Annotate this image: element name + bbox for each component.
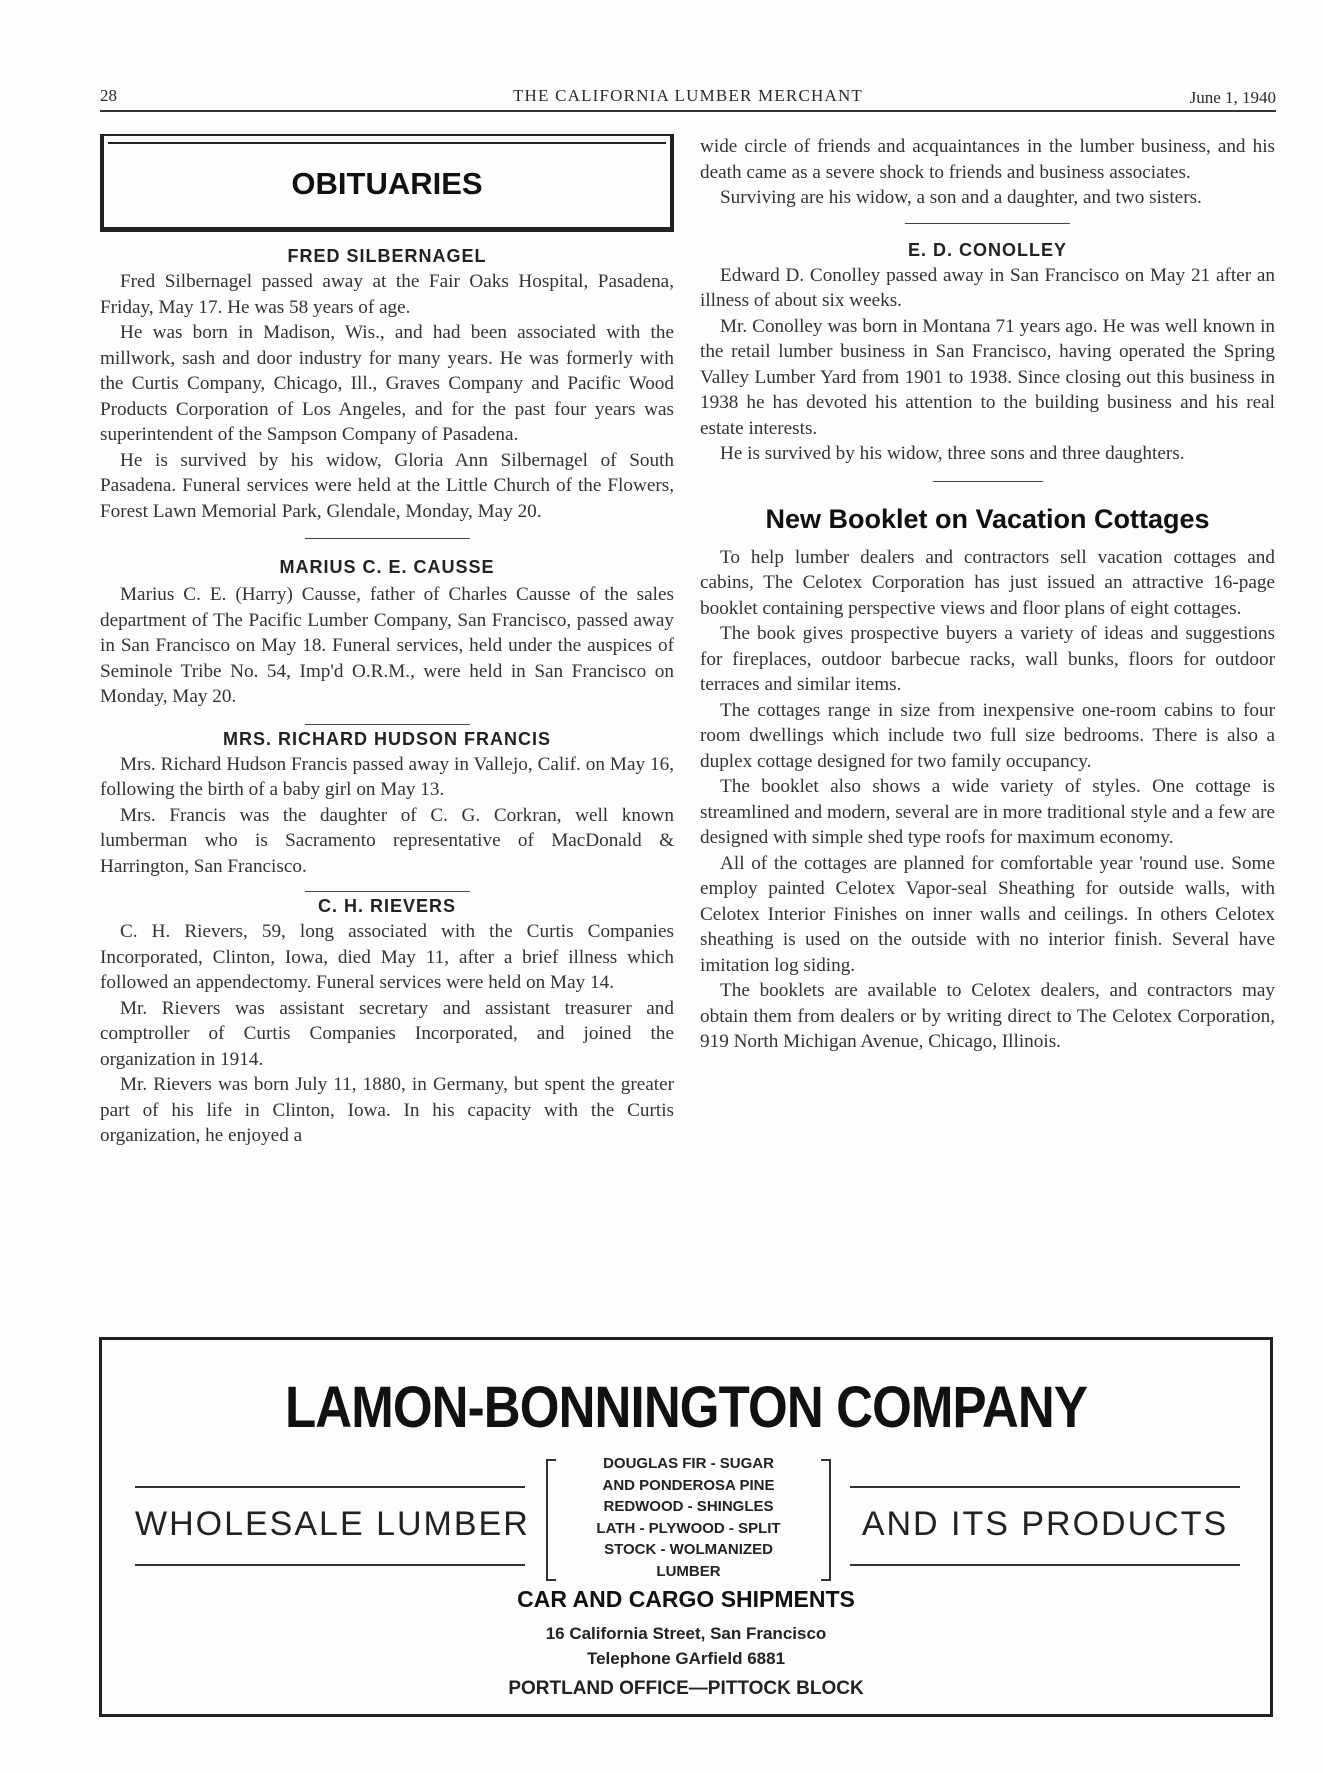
company-advertisement [99, 1337, 1273, 1717]
obituary-heading: E. D. CONOLLEY [907, 239, 1067, 260]
obituary-paragraph: He is survived by his widow, three sons and three daughters. [720, 443, 1185, 464]
product-line: REDWOOD - SHINGLES [603, 1498, 774, 1515]
ad-right-tagline: AND ITS PRODUCTS [850, 1486, 1240, 1566]
booklet-paragraph: The cottages range in size from inexpensive one-room cabins to four room dwellings which include two full size bedrooms. There is also a duplex cottage designed for two family occupancy. [700, 699, 1275, 772]
issue-date: June 1, 1940 [1189, 88, 1276, 107]
continued-paragraph: wide circle of friends and acquaintances in the lumber business, and his death came as a severe shock to friends and business associates. [700, 136, 1275, 183]
product-line: LATH - PLYWOOD - SPLIT [596, 1519, 781, 1537]
booklet-paragraph: All of the cottages are planned for comfortable year 'round use. Some employ painted Celotex Vapor-seal Sheathing for outside walls, with Celotex Interior Finishes on inner walls and ceilings. In others Celotex sheathing is used on the outside with no interior finish. Several have imitation log siding. [700, 852, 1275, 976]
section-divider [905, 223, 1070, 224]
obituary-heading: C. H. RIEVERS [317, 896, 457, 916]
page-header [100, 84, 1276, 112]
ad-telephone: Telephone GArfield 6881 [586, 1649, 786, 1668]
product-line: LUMBER [656, 1562, 721, 1580]
booklet-paragraph: The book gives prospective buyers a variety of ideas and suggestions for fireplaces, outdoor barbecue racks, wall bunks, floors for outdoor terraces and similar items. [700, 623, 1275, 695]
right-column [700, 134, 1275, 1055]
obituary-paragraph: Mrs. Richard Hudson Francis passed away in Vallejo, Calif. on May 16, following the birth of a baby girl on May 13. [100, 753, 674, 800]
obituary-paragraph: Mrs. Francis was the daughter of C. G. Corkran, well known lumberman who is Sacramento representative of MacDonald & Harrington, San Francisco. [100, 804, 674, 877]
product-line: DOUGLAS FIR - SUGAR [603, 1455, 774, 1472]
obituary-paragraph: Mr. Rievers was born July 11, 1880, in Germany, but spent the greater part of his life in Clinton, Iowa. In his capacity with the Curtis organization, he enjoyed a [100, 1074, 674, 1146]
title-box-rule [108, 142, 666, 144]
obituaries-title: OBITUARIES [291, 166, 483, 201]
obituary-paragraph: Mr. Rievers was assistant secretary and assistant treasurer and comptroller of Curtis Companies Incorporated, and joined the organization in 1914. [100, 997, 674, 1070]
product-lines [546, 1453, 831, 1582]
ad-company-name: LAMON-BONNINGTON COMPANY [284, 1375, 1088, 1440]
booklet-headline: New Booklet on Vacation Cottages [765, 503, 1210, 534]
obituary-paragraph: Mr. Conolley was born in Montana 71 years ago. He was well known in the retail lumber business in San Francisco, having operated the Spring Valley Lumber Yard from 1901 to 1938. Since closing out this business in 1938 he has devoted his attention to the building business and his real estate interests. [700, 315, 1275, 439]
ad-shipments: CAR AND CARGO SHIPMENTS [517, 1586, 855, 1612]
obituary-paragraph: He was born in Madison, Wis., and had been associated with the millwork, sash and door industry for many years. He was formerly with the Curtis Company, Chicago, Ill., Graves Company and Pacific Wood Products Corporation of Los Angeles, and for the past four years was superintendent of the Sampson Company of Pasadena. [100, 322, 674, 445]
obituary-paragraph: Fred Silbernagel passed away at the Fair Oaks Hospital, Pasadena, Friday, May 17. He was 58 years of age. [100, 271, 674, 318]
booklet-paragraph: The booklet also shows a wide variety of styles. One cottage is streamlined and modern, several are in more traditional style and a few are designed with simple shed type roofs for maximum economy. [700, 776, 1275, 848]
ad-left-tagline: WHOLESALE LUMBER [135, 1486, 525, 1566]
publication-title: THE CALIFORNIA LUMBER MERCHANT [512, 86, 864, 105]
ad-product-list [546, 1453, 831, 1581]
obituaries-title-box [100, 134, 674, 232]
product-line: AND PONDEROSA PINE [602, 1476, 775, 1494]
ad-address: 16 California Street, San Francisco [545, 1624, 827, 1643]
obituary-paragraph: He is survived by his widow, Gloria Ann Silbernagel of South Pasadena. Funeral services were held at the Little Church of the Flowers, Forest Lawn Memorial Park, Glendale, Monday, May 20. [100, 449, 674, 522]
section-divider [933, 481, 1043, 482]
ad-office: PORTLAND OFFICE—PITTOCK BLOCK [508, 1678, 864, 1699]
booklet-paragraph: To help lumber dealers and contractors sell vacation cottages and cabins, The Celotex Corporation has just issued an attractive 16-page booklet containing perspective views and floor plans of eight cottages. [700, 546, 1275, 619]
obituary-paragraph: Edward D. Conolley passed away in San Francisco on May 21 after an illness of about six weeks. [700, 264, 1275, 311]
section-divider [305, 538, 470, 539]
obituary-heading: MRS. RICHARD HUDSON FRANCIS [223, 728, 551, 749]
obituary-heading: MARIUS C. E. CAUSSE [279, 557, 495, 577]
booklet-paragraph: The booklets are available to Celotex dealers, and contractors may obtain them from dealers or by writing direct to The Celotex Corporation, 919 North Michigan Avenue, Chicago, Illinois. [700, 980, 1275, 1052]
page-number: 28 [100, 86, 117, 105]
section-divider [305, 891, 470, 892]
obituary-paragraph: C. H. Rievers, 59, long associated with the Curtis Companies Incorporated, Clinton, Iowa, died May 11, after a brief illness which followed an appendectomy. Funeral services were held on May 14. [100, 921, 674, 993]
left-column [100, 134, 674, 1149]
obituary-heading: FRED SILBERNAGEL [287, 246, 487, 266]
product-line: STOCK - WOLMANIZED [604, 1541, 773, 1558]
obituary-paragraph: Marius C. E. (Harry) Causse, father of Charles Causse of the sales department of The Pacific Lumber Company, San Francisco, passed away in San Francisco on May 18. Funeral services, held under the auspices of Seminole Tribe No. 54, Imp'd O.R.M., were held in San Francisco on Monday, May 20. [100, 584, 674, 707]
continued-paragraph: Surviving are his widow, a son and a daughter, and two sisters. [720, 187, 1202, 208]
section-divider [305, 724, 470, 725]
